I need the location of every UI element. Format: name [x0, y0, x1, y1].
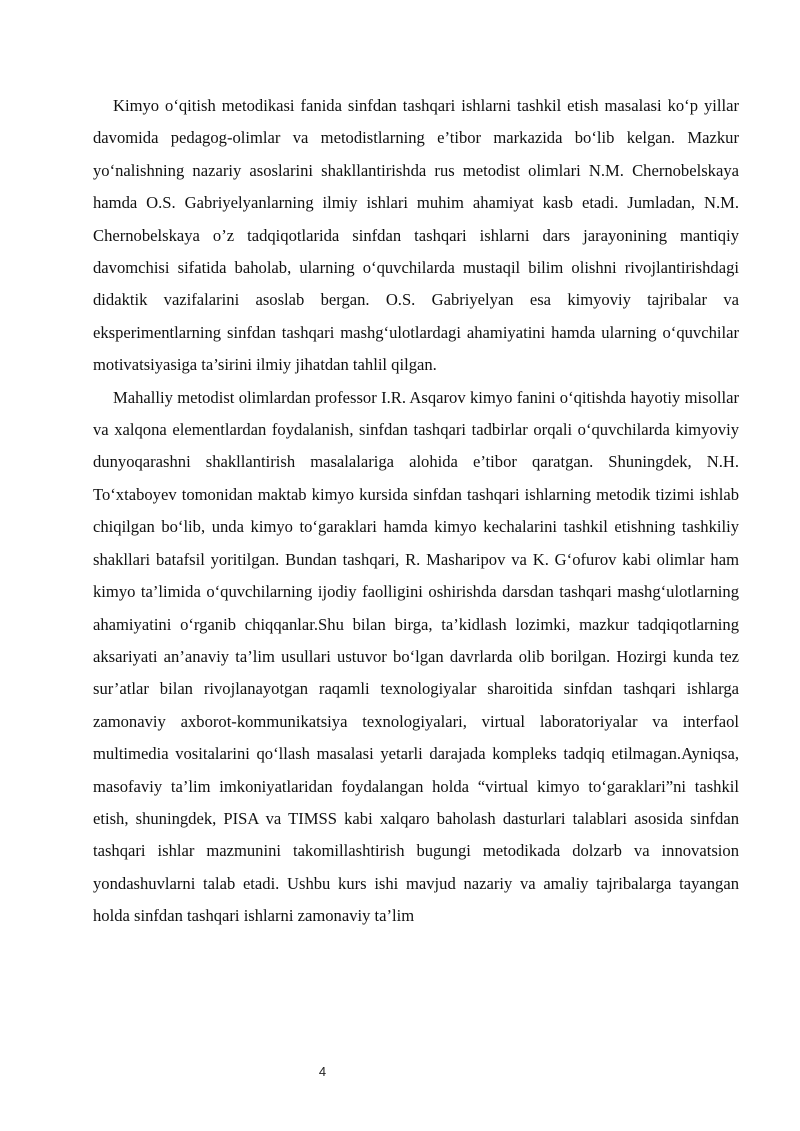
paragraph-1: Kimyo o‘qitish metodikasi fanida sinfdan tashqari ishlarni tashkil etish masalasi ko‘p yillar davomida pedagog-olimlar va metodistlarning e’tibor markazida bo‘lib kelgan. Mazkur yo‘nalishning nazariy asoslarini shakllantirishda rus metodist olimlari N.M. Chernobelskaya hamda O.S. Gabriyelyanlarning ilmiy ishlari muhim ahamiyat kasb etadi. Jumladan, N.M. Chernobelskaya o’z tadqiqotlarida sinfdan tashqari ishlarni dars jarayonining mantiqiy davomchisi sifatida baholab, ularning o‘quvchilarda mustaqil bilim olishni rivojlantirishdagi didaktik vazifalarini asoslab bergan. O.S. Gabriyelyan esa kimyoviy tajribalar va eksperimentlarning sinfdan tashqari mashg‘ulotlardagi ahamiyatini hamda ularning o‘quvchilar motivatsiyasiga ta’sirini ilmiy jihatdan tahlil qilgan. — [93, 96, 739, 375]
page-number: 4 — [318, 1064, 327, 1079]
document-body — [93, 90, 739, 933]
paragraph-2: Mahalliy metodist olimlardan professor I.R. Asqarov kimyo fanini o‘qitishda hayotiy misollar va xalqona elementlardan foydalanish, sinfdan tashqari tadbirlar orqali o‘quvchilarda kimyoviy dunyoqarashni shakllantirish masalalariga alohida e’tibor qaratgan. Shuningdek, N.H. To‘xtaboyev tomonidan maktab kimyo kursida sinfdan tashqari ishlarning metodik tizimi ishlab chiqilgan bo‘lib, unda kimyo to‘garaklari hamda kimyo kechalarini tashkil etishning tashkiliy shakllari batafsil yoritilgan. Bundan tashqari, R. Masharipov va K. G‘ofurov kabi olimlar ham kimyo ta’limida o‘quvchilarning ijodiy faolligini oshirishda darsdan tashqari mashg‘ulotlarning ahamiyatini o‘rganib chiqqanlar.Shu bilan birga, ta’kidlash lozimki, mazkur tadqiqotlarning aksariyati an’anaviy ta’lim usullari ustuvor bo‘lgan davrlarda olib borilgan. Hozirgi kunda tez sur’atlar bilan rivojlanayotgan raqamli texnologiyalar sharoitida sinfdan tashqari ishlarga zamonaviy axborot-kommunikatsiya texnologiyalari, virtual laboratoriyalar va interfaol multimedia vositalarini qo‘llash masalasi yetarli darajada kompleks tadqiq etilmagan.Ayniqsa, masofaviy ta’lim imkoniyatlaridan foydalangan holda “virtual kimyo to‘garaklari”ni tashkil etish, shuningdek, PISA va TIMSS kabi xalqaro baholash dasturlari talablari asosida sinfdan tashqari ishlar mazmunini takomillashtirish bugungi metodikada dolzarb va innovatsion yondashuvlarni talab etadi. Ushbu kurs ishi mavjud nazariy va amaliy tajribalarga tayangan holda sinfdan tashqari ishlarni zamonaviy ta’lim — [93, 387, 739, 926]
